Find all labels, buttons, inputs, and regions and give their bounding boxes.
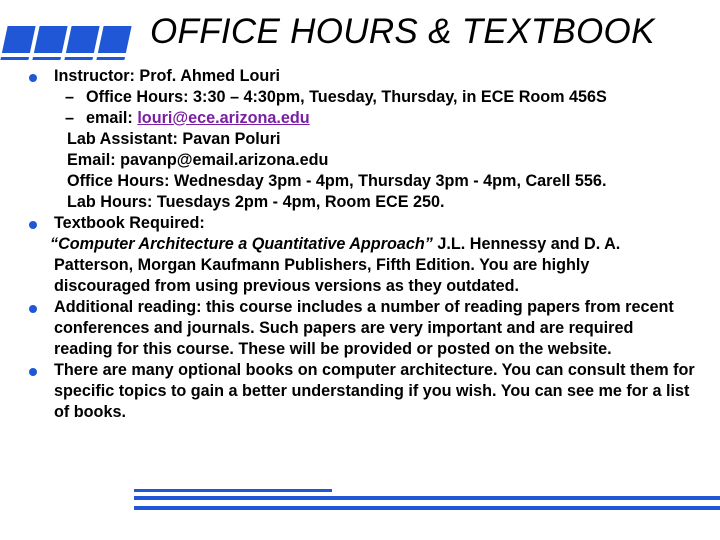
textbook-title: “Computer Architecture a Quantitative Approach” (50, 235, 433, 253)
bullet-dot-icon (29, 74, 37, 82)
lab-assistant: Lab Assistant: Pavan Poluri (67, 130, 281, 148)
textbook-line-3: discouraged from using previous versions as they outdated. (54, 277, 520, 295)
lab-assistant-email: Email: pavanp@email.arizona.edu (67, 151, 329, 169)
office-hours-text: Office Hours: 3:30 – 4:30pm, Tuesday, Thursday, in ECE Room 456S (86, 88, 607, 106)
textbook-authors: J.L. Hennessy and D. A. (432, 235, 621, 253)
slide-content (0, 66, 712, 423)
footer-bar-2 (134, 496, 720, 500)
bullet-additional-reading (0, 297, 712, 360)
title-decoration (0, 26, 140, 60)
email-line (54, 108, 712, 129)
footer-bar-1 (134, 489, 332, 492)
office-hours-line (54, 87, 712, 108)
bullet-dot-icon (29, 368, 37, 376)
footer-bar-3 (134, 506, 720, 510)
bullet-instructor (0, 66, 712, 213)
dash-mark: – (65, 88, 75, 106)
instructor-label: Instructor: Prof. Ahmed Louri (54, 67, 281, 85)
textbook-label: Textbook Required: (54, 214, 205, 232)
bullet-dot-icon (29, 221, 37, 229)
email-prefix: email: (86, 109, 138, 127)
slide-title: OFFICE HOURS & TEXTBOOK (150, 12, 655, 51)
email-link[interactable]: louri@ece.arizona.edu (137, 109, 310, 127)
bullet-dot-icon (29, 305, 37, 313)
textbook-line-2: Patterson, Morgan Kaufmann Publishers, Fifth Edition. You are highly (54, 256, 590, 274)
lab-hours: Lab Hours: Tuesdays 2pm - 4pm, Room ECE 250. (67, 193, 445, 211)
dash-mark: – (65, 109, 75, 127)
optional-books-text: There are many optional books on computer architecture. You can consult them for specific topics to gain a better understanding if you wish. You can see me for a list of books. (54, 361, 695, 421)
lab-assistant-office-hours: Office Hours: Wednesday 3pm - 4pm, Thursday 3pm - 4pm, Carell 556. (67, 172, 607, 190)
title-rule (0, 53, 132, 57)
additional-reading-text: Additional reading: this course includes a number of reading papers from recent conferences and journals. Such papers are very important and are required reading for this course. These will be provided or posted on the website. (54, 298, 674, 358)
bullet-optional-books (0, 360, 712, 423)
textbook-line-1 (50, 234, 712, 255)
bullet-textbook (0, 213, 712, 297)
